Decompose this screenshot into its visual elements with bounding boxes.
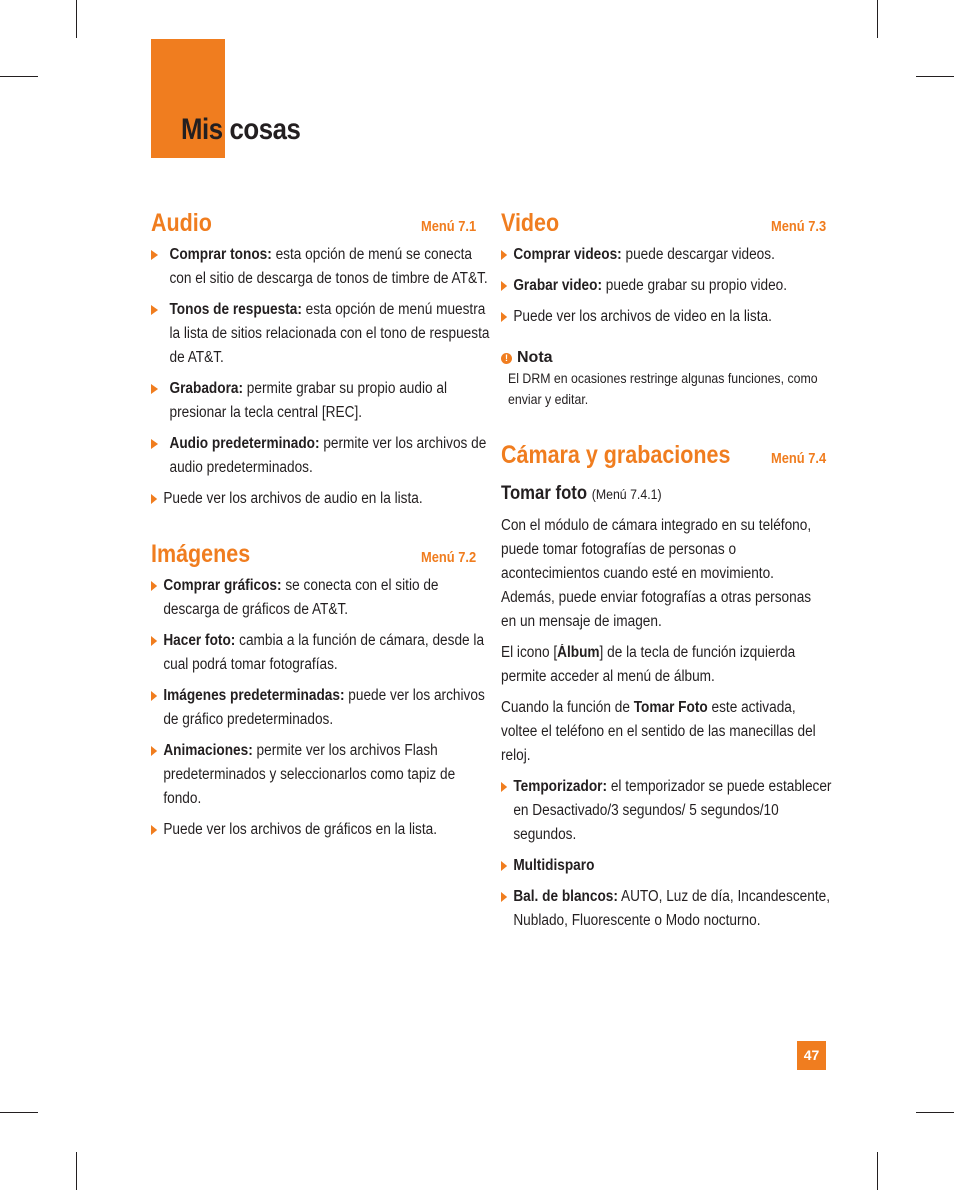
bullet-arrow-icon [151, 636, 157, 646]
bullet-arrow-icon [151, 746, 157, 756]
item-label: Animaciones: [163, 742, 253, 759]
item-label: Tonos de respuesta: [169, 301, 302, 318]
item-label: Imágenes predeterminadas: [163, 687, 345, 704]
list-item [151, 739, 489, 811]
crop-mark [916, 1112, 954, 1113]
note-text: El DRM en ocasiones restringe algunas funciones, como enviar y editar. [508, 370, 818, 407]
item-text: se conecta con el sitio de descarga de gráficos de AT&T. [163, 577, 439, 618]
list-item [151, 487, 489, 511]
images-list [151, 574, 485, 842]
list-item [501, 243, 839, 267]
list-item [151, 684, 489, 732]
list-item [501, 885, 839, 933]
text-run: ] de la tecla de función izquierda permite acceder al menú de álbum. [501, 644, 796, 685]
crop-mark [877, 0, 878, 38]
item-text: Puede ver los archivos de audio en la lista. [163, 490, 423, 507]
page-number: 47 [797, 1041, 826, 1070]
list-item [151, 243, 496, 291]
item-label: Bal. de blancos: [513, 888, 618, 905]
left-column [151, 205, 490, 842]
bullet-arrow-icon [151, 305, 158, 315]
paragraph [501, 641, 827, 689]
bullet-arrow-icon [501, 250, 507, 260]
note-title: Nota [517, 349, 553, 366]
item-text: esta opción de menú muestra la lista de sitios relacionada con el tono de respuesta de AT&T. [169, 301, 490, 366]
bullet-arrow-icon [151, 691, 157, 701]
list-item [501, 305, 839, 329]
crop-mark [877, 1152, 878, 1190]
list-item [501, 775, 839, 847]
crop-mark [76, 1152, 77, 1190]
item-label: Hacer foto: [163, 632, 236, 649]
item-label: Temporizador: [513, 778, 608, 795]
camera-options-list [501, 775, 832, 933]
audio-title: Audio [151, 209, 212, 237]
info-icon: ! [501, 353, 512, 364]
sub-section-title [501, 482, 827, 506]
bullet-arrow-icon [151, 581, 157, 591]
images-menu-number: Menú 7.2 [420, 549, 476, 566]
bullet-arrow-icon [151, 825, 157, 835]
paragraph [501, 696, 827, 768]
item-text: AUTO, Luz de día, Incandescente, Nublado, Fluorescente o Modo nocturno. [513, 888, 830, 929]
bullet-arrow-icon [501, 782, 507, 792]
note-header [501, 348, 826, 368]
list-item [501, 854, 839, 878]
bullet-arrow-icon [151, 494, 157, 504]
video-list [501, 243, 826, 329]
bullet-arrow-icon [501, 312, 507, 322]
bullet-arrow-icon [151, 384, 158, 394]
text-run: Cuando la función de [501, 699, 634, 716]
item-text: Puede ver los archivos de gráficos en la lista. [163, 821, 438, 838]
crop-mark [0, 1112, 38, 1113]
item-label: Grabar video: [513, 277, 603, 294]
item-text: permite grabar su propio audio al presionar la tecla central [REC]. [169, 380, 447, 421]
item-text: permite ver los archivos de audio predeterminados. [169, 435, 487, 476]
list-item [151, 432, 496, 480]
bullet-arrow-icon [151, 439, 158, 449]
sub-title-text: Tomar foto [501, 483, 588, 504]
images-title: Imágenes [151, 540, 251, 568]
item-text: cambia a la función de cámara, desde la cual podrá tomar fotografías. [163, 632, 485, 673]
list-item [151, 818, 489, 842]
paragraph: Con el módulo de cámara integrado en su teléfono, puede tomar fotografías de personas o acontecimientos cuando esté en movimiento. Además, puede enviar fotografías a otras personas en un mensaje de imagen. [501, 517, 812, 630]
item-text: puede ver los archivos de gráfico predeterminados. [163, 687, 485, 728]
item-label: Comprar gráficos: [163, 577, 282, 594]
video-menu-number: Menú 7.3 [770, 218, 826, 235]
bullet-arrow-icon [501, 861, 507, 871]
text-run-bold: Álbum [557, 644, 600, 661]
item-text: esta opción de menú se conecta con el sitio de descarga de tonos de timbre de AT&T. [169, 246, 488, 287]
item-label: Grabadora: [169, 380, 244, 397]
crop-mark [76, 0, 77, 38]
list-item [151, 377, 496, 425]
item-text: puede descargar videos. [621, 246, 775, 263]
item-text: Puede ver los archivos de video en la lista. [513, 308, 772, 325]
bullet-arrow-icon [501, 281, 507, 291]
camera-menu-number: Menú 7.4 [770, 450, 826, 467]
item-label: Audio predeterminado: [169, 435, 320, 452]
item-text: el temporizador se puede establecer en Desactivado/3 segundos/ 5 segundos/10 segundos. [513, 778, 832, 843]
item-label: Multidisparo [513, 857, 595, 874]
video-title: Video [501, 209, 560, 237]
list-item [151, 574, 489, 622]
camera-title: Cámara y grabaciones [501, 441, 731, 469]
list-item [151, 298, 496, 370]
list-item [501, 274, 839, 298]
page-title: Mis cosas [181, 113, 301, 146]
video-header [501, 205, 826, 237]
audio-list [151, 243, 490, 511]
images-header [151, 536, 476, 568]
item-text: puede grabar su propio video. [602, 277, 788, 294]
sub-menu-number: (Menú 7.4.1) [591, 486, 662, 502]
bullet-arrow-icon [501, 892, 507, 902]
list-item [151, 629, 489, 677]
audio-header [151, 205, 476, 237]
text-run: El icono [ [501, 644, 558, 661]
item-label: Comprar videos: [513, 246, 622, 263]
crop-mark [916, 76, 954, 77]
camera-header [501, 437, 826, 469]
right-column [501, 205, 832, 933]
item-label: Comprar tonos: [169, 246, 272, 263]
item-text: permite ver los archivos Flash predeterminados y seleccionarlos como tapiz de fondo. [163, 742, 456, 807]
audio-menu-number: Menú 7.1 [420, 218, 476, 235]
bullet-arrow-icon [151, 250, 158, 260]
text-run-bold: Tomar Foto [633, 699, 708, 716]
text-run: este activada, voltee el teléfono en el sentido de las manecillas del reloj. [501, 699, 816, 764]
crop-mark [0, 76, 38, 77]
